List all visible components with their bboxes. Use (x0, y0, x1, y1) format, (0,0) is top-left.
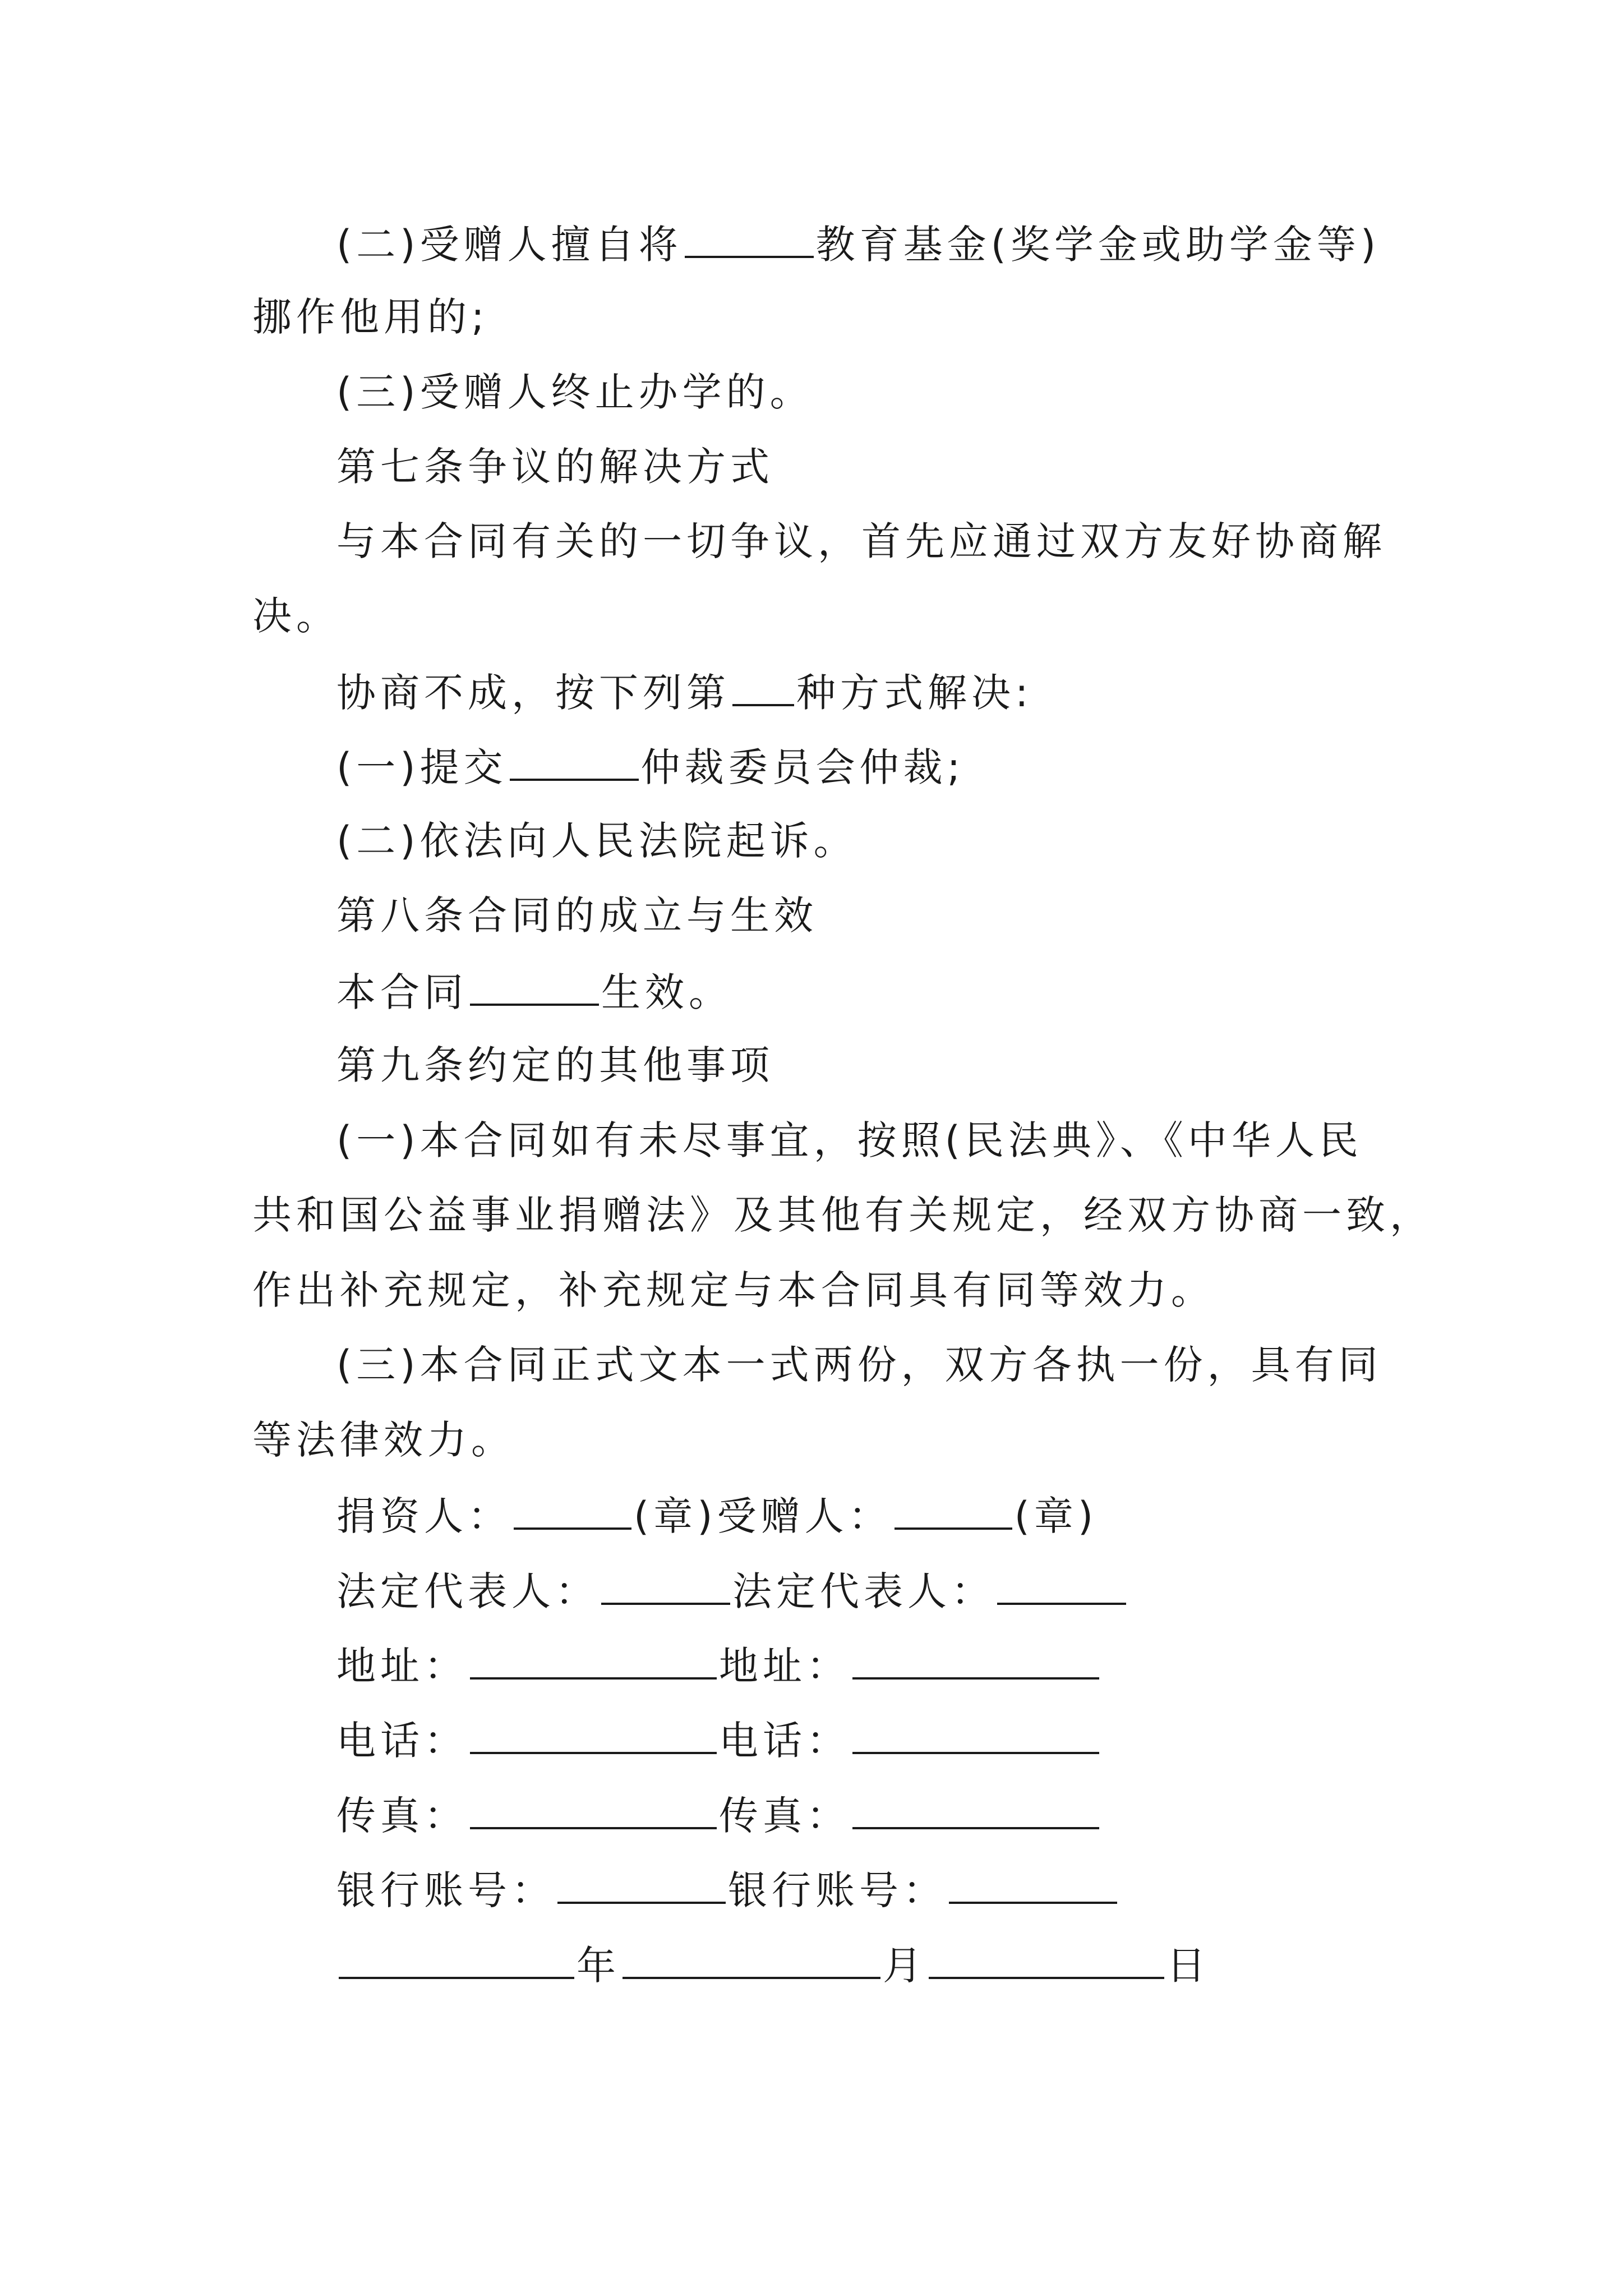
clause-6-item-2: (二)受赠人擅自将 教育基金(奖学金或助学金等) (336, 222, 1381, 268)
arbitration-committee-blank[interactable] (510, 746, 639, 781)
signature-fax-row: 传真： 传真： (336, 1795, 1101, 1835)
method-number-blank[interactable] (732, 671, 794, 706)
article-7-option-1: (一)提交 仲裁委员会仲裁; (336, 744, 965, 790)
donor-blank[interactable] (514, 1495, 631, 1530)
donee-phone-blank[interactable] (852, 1719, 1099, 1754)
article-7-heading: 第七条争议的解决方式 (336, 444, 774, 490)
article-7-option-2: (二)依法向人民法院起诉。 (336, 818, 857, 864)
signature-legal-rep-row: 法定代表人： 法定代表人： (336, 1570, 1128, 1611)
article-9-item-3: (三)本合同正式文本一式两份，双方各执一份，具有同 (336, 1342, 1382, 1388)
fund-name-blank[interactable] (685, 223, 814, 258)
article-7-para-1: 与本合同有关的一切争议，首先应通过双方友好协商解 (336, 518, 1386, 564)
donee-legal-rep-blank[interactable] (997, 1570, 1126, 1605)
article-9-item-1-cont-2: 作出补充规定，补充规定与本合同具有同等效力。 (252, 1267, 1215, 1313)
signature-phone-row: 电话： 电话： (336, 1719, 1101, 1760)
donee-address-blank[interactable] (852, 1645, 1099, 1680)
signature-bank-row: 银行账号： 银行账号： (336, 1869, 1119, 1910)
donor-address-blank[interactable] (470, 1645, 717, 1680)
day-blank[interactable] (929, 1944, 1164, 1979)
article-8-heading: 第八条合同的成立与生效 (336, 892, 818, 938)
article-9-item-1-cont-1: 共和国公益事业捐赠法》及其他有关规定，经双方协商一致， (252, 1192, 1433, 1238)
clause-6-item-2-cont: 挪作他用的; (252, 294, 489, 340)
year-blank[interactable] (339, 1944, 574, 1979)
signature-parties-row: 捐资人： (章)受赠人： (章) (336, 1493, 1098, 1539)
donor-fax-blank[interactable] (470, 1795, 717, 1829)
donee-bank-blank[interactable] (949, 1869, 1117, 1904)
article-9-heading: 第九条约定的其他事项 (336, 1042, 774, 1088)
article-7-para-1-cont: 决。 (252, 593, 340, 639)
month-blank[interactable] (623, 1944, 880, 1979)
article-8-para: 本合同 生效。 (336, 969, 732, 1015)
clause-6-item-3: (三)受赠人终止办学的。 (336, 369, 814, 415)
donor-bank-blank[interactable] (557, 1869, 726, 1904)
article-9-item-1: (一)本合同如有未尽事宜，按照(民法典》、《中华人民 (336, 1117, 1363, 1163)
donor-legal-rep-blank[interactable] (601, 1570, 730, 1605)
article-9-item-3-cont: 等法律效力。 (252, 1417, 515, 1463)
effective-condition-blank[interactable] (470, 971, 599, 1006)
donee-blank[interactable] (895, 1495, 1012, 1530)
donee-fax-blank[interactable] (852, 1795, 1099, 1829)
article-7-para-2: 协商不成，按下列第 种方式解决: (336, 670, 1033, 716)
date-row: 年 月 日 (336, 1944, 1210, 1985)
donor-phone-blank[interactable] (470, 1719, 717, 1754)
signature-address-row: 地址： 地址： (336, 1645, 1101, 1686)
